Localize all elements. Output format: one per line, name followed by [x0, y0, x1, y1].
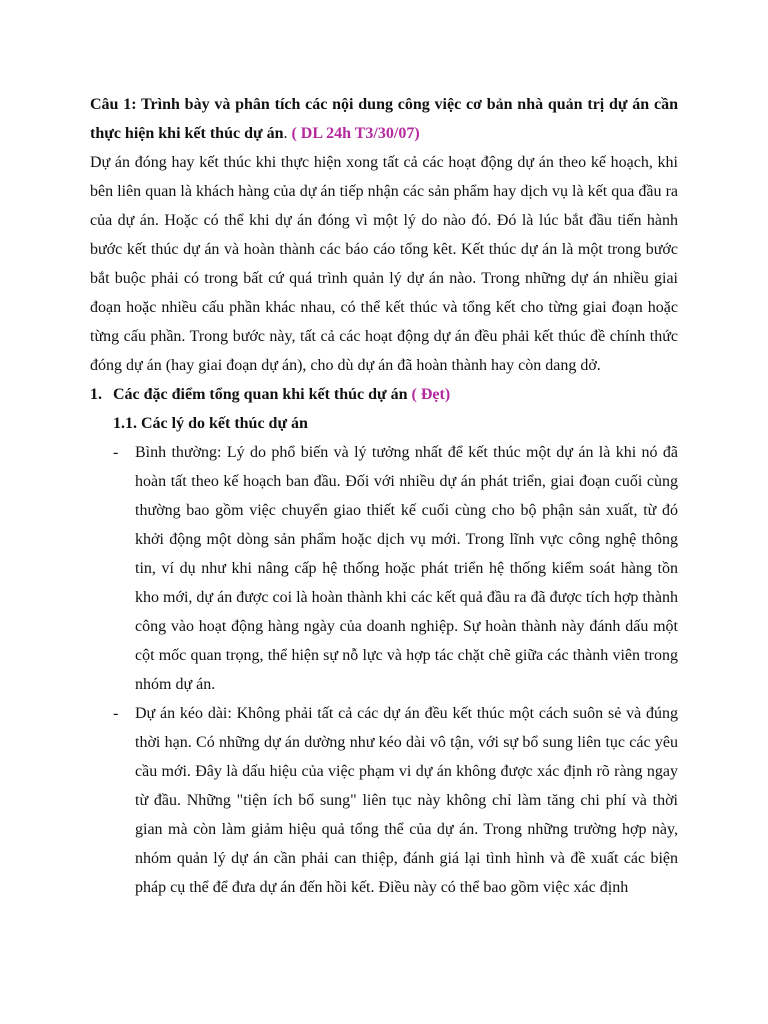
section-1-note: ( Đẹt) [407, 386, 451, 403]
list-dash: - [113, 444, 119, 461]
list-item [90, 699, 678, 902]
list-item-text: Bình thường: Lý do phổ biến và lý tưởng nhất để kết thúc một dự án là khi nó đã hoàn tất theo kế hoạch ban đầu. Đối với nhiều dự án phát triển, giai đoạn cuối cùng thường bao gồm việc chuyển giao thiết kế cuối cùng cho bộ phận sản xuất, từ đó khởi động một dòng sản phẩm hoặc dịch vụ mới. Trong lĩnh vực công nghệ thông tin, ví dụ như khi nâng cấp hệ thống hoặc phát triển hệ thống kiểm soát hàng tồn kho mới, dự án được coi là hoàn thành khi các kết quả đầu ra đã được tích hợp thành công vào hoạt động hàng ngày của doanh nghiệp. Sự hoàn thành này đánh dấu một cột mốc quan trọng, thể hiện sự nỗ lực và hợp tác chặt chẽ giữa các thành viên trong nhóm dự án. [135, 444, 678, 693]
list-item [90, 438, 678, 699]
question-note: ( DL 24h T3/30/07) [287, 125, 420, 142]
question-period: . [283, 125, 288, 142]
question-heading [90, 90, 678, 148]
section-1-1-heading [90, 409, 678, 438]
section-1-1-title: Các lý do kết thúc dự án [141, 415, 308, 432]
list-dash: - [113, 705, 119, 722]
question-text: Câu 1: Trình bày và phân tích các nội dung công việc cơ bản nhà quản trị dự án cần thực hiện khi kết thúc dự án [90, 96, 678, 142]
list-item-text: Dự án kéo dài: Không phải tất cả các dự án đều kết thúc một cách suôn sẻ và đúng thời hạn. Có những dự án dường như kéo dài vô tận, với sự bổ sung liên tục các yêu cầu mới. Đây là dấu hiệu của việc phạm vi dự án không được xác định rõ ràng ngay từ đầu. Những "tiện ích bổ sung" liên tục này không chỉ làm tăng chi phí và thời gian mà còn làm giảm hiệu quả tổng thể của dự án. Trong những trường hợp này, nhóm quản lý dự án cần phải can thiệp, đánh giá lại tình hình và đề xuất các biện pháp cụ thể để đưa dự án đến hồi kết. Điều này có thể bao gồm việc xác định [135, 705, 678, 896]
section-1-number: 1. [90, 386, 102, 403]
intro-paragraph: Dự án đóng hay kết thúc khi thực hiện xong tất cả các hoạt động dự án theo kế hoạch, khi bên liên quan là khách hàng của dự án tiếp nhận các sản phẩm hay dịch vụ là kết qua đầu ra của dự án. Hoặc có thể khi dự án đóng vì một lý do nào đó. Đó là lúc bắt đầu tiến hành bước kết thúc dự án và hoàn thành các báo cáo tổng kêt. Kết thúc dự án là một trong bước bắt buộc phải có trong bất cứ quá trình quản lý dự án nào. Trong những dự án nhiều giai đoạn hoặc nhiều cấu phần khác nhau, có thể kết thúc và tổng kết cho từng giai đoạn hoặc từng cấu phần. Trong bước này, tất cả các hoạt động dự án đều phải kết thúc đề chính thức đóng dự án (hay giai đoạn dự án), cho dù dự án đã hoàn thành hay còn dang dở. [90, 154, 678, 374]
section-1-title: Các đặc điểm tổng quan khi kết thúc dự án [113, 386, 408, 403]
section-1-heading [90, 380, 678, 409]
section-1-1-number: 1.1. [113, 415, 137, 432]
